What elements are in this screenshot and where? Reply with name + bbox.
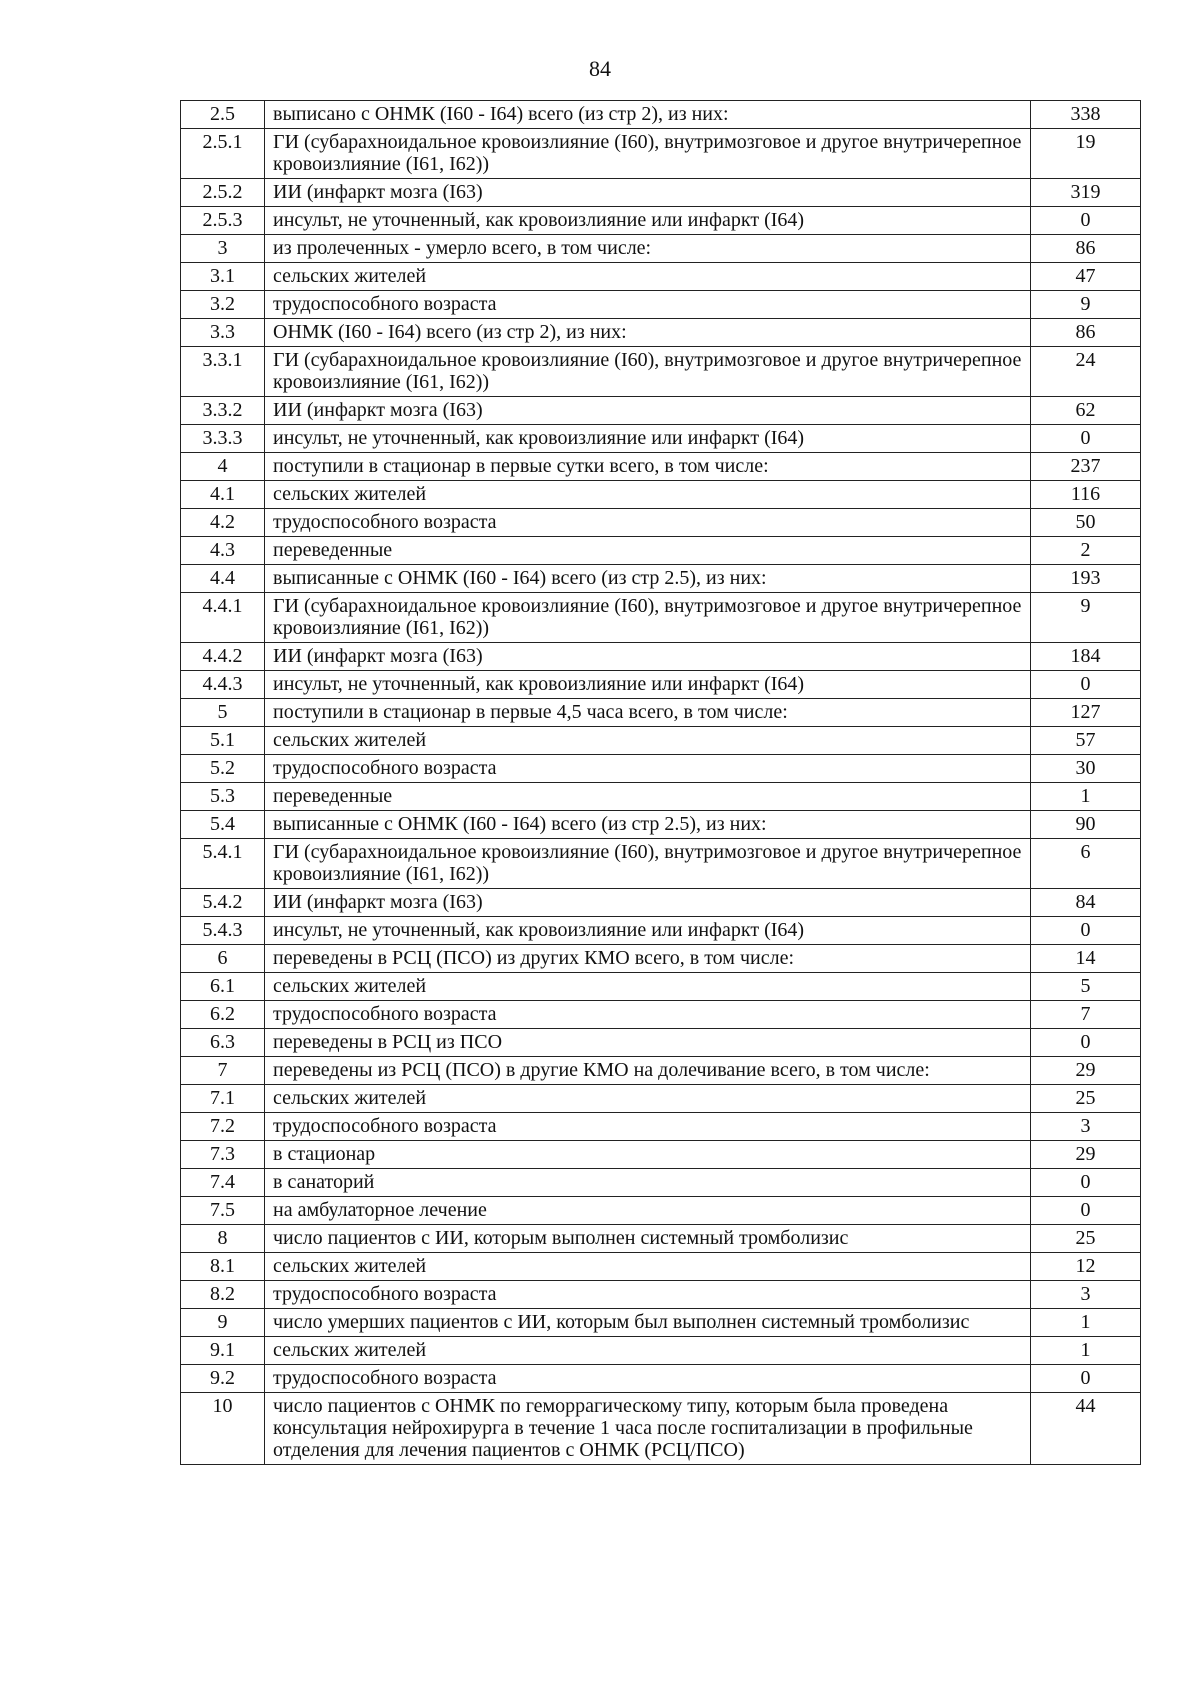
row-description-cell: инсульт, не уточненный, как кровоизлияние или инфаркт (I64): [265, 671, 1031, 699]
row-number-cell: 9: [181, 1309, 265, 1337]
row-value-cell: 84: [1031, 889, 1141, 917]
table-row: [181, 811, 1141, 839]
row-value-cell: 1: [1031, 1309, 1141, 1337]
table-row: [181, 263, 1141, 291]
row-number-cell: 4.4.1: [181, 593, 265, 643]
row-number-cell: 4.4.2: [181, 643, 265, 671]
row-number-cell: 8: [181, 1225, 265, 1253]
row-number-cell: 7: [181, 1057, 265, 1085]
row-value-cell: 19: [1031, 129, 1141, 179]
row-description-cell: сельских жителей: [265, 973, 1031, 1001]
row-value-cell: 3: [1031, 1113, 1141, 1141]
row-number-cell: 7.3: [181, 1141, 265, 1169]
row-description-cell: переведены в РСЦ (ПСО) из других КМО всего, в том числе:: [265, 945, 1031, 973]
row-value-cell: 9: [1031, 593, 1141, 643]
table-row: [181, 235, 1141, 263]
row-description-cell: ОНМК (I60 - I64) всего (из стр 2), из них:: [265, 319, 1031, 347]
row-value-cell: 57: [1031, 727, 1141, 755]
row-number-cell: 4.4: [181, 565, 265, 593]
row-description-cell: трудоспособного возраста: [265, 509, 1031, 537]
row-description-cell: сельских жителей: [265, 263, 1031, 291]
row-value-cell: 5: [1031, 973, 1141, 1001]
row-number-cell: 5.4.1: [181, 839, 265, 889]
row-description-cell: ГИ (субарахноидальное кровоизлияние (I60), внутримозговое и другое внутричерепное кровоизлияние (I61, I62)): [265, 129, 1031, 179]
table-row: [181, 755, 1141, 783]
row-description-cell: поступили в стационар в первые 4,5 часа всего, в том числе:: [265, 699, 1031, 727]
row-number-cell: 3.3.3: [181, 425, 265, 453]
table-row: [181, 1029, 1141, 1057]
table-row: [181, 889, 1141, 917]
row-number-cell: 2.5: [181, 101, 265, 129]
table-row: [181, 1337, 1141, 1365]
table-row: [181, 509, 1141, 537]
row-number-cell: 6.3: [181, 1029, 265, 1057]
row-description-cell: на амбулаторное лечение: [265, 1197, 1031, 1225]
page-number: 84: [589, 56, 611, 81]
row-description-cell: сельских жителей: [265, 727, 1031, 755]
row-description-cell: инсульт, не уточненный, как кровоизлияние или инфаркт (I64): [265, 917, 1031, 945]
row-description-cell: число пациентов с ОНМК по геморрагическому типу, которым была проведена консультация нейрохирурга в течение 1 часа после госпитализации в профильные отделения для лечения пациентов с ОНМК (РСЦ/ПСО): [265, 1393, 1031, 1465]
row-value-cell: 3: [1031, 1281, 1141, 1309]
row-value-cell: 9: [1031, 291, 1141, 319]
row-value-cell: 1: [1031, 1337, 1141, 1365]
row-description-cell: трудоспособного возраста: [265, 1281, 1031, 1309]
table-row: [181, 839, 1141, 889]
row-description-cell: в стационар: [265, 1141, 1031, 1169]
row-number-cell: 3.3.2: [181, 397, 265, 425]
row-value-cell: 184: [1031, 643, 1141, 671]
table-row: [181, 1057, 1141, 1085]
row-description-cell: переведены в РСЦ из ПСО: [265, 1029, 1031, 1057]
row-number-cell: 6: [181, 945, 265, 973]
row-number-cell: 10: [181, 1393, 265, 1465]
row-description-cell: ГИ (субарахноидальное кровоизлияние (I60), внутримозговое и другое внутричерепное кровоизлияние (I61, I62)): [265, 347, 1031, 397]
row-value-cell: 0: [1031, 671, 1141, 699]
row-number-cell: 4.1: [181, 481, 265, 509]
table-row: [181, 1253, 1141, 1281]
row-description-cell: выписано с ОНМК (I60 - I64) всего (из стр 2), из них:: [265, 101, 1031, 129]
row-value-cell: 44: [1031, 1393, 1141, 1465]
row-value-cell: 1: [1031, 783, 1141, 811]
row-description-cell: трудоспособного возраста: [265, 1113, 1031, 1141]
row-value-cell: 0: [1031, 207, 1141, 235]
table-row: [181, 565, 1141, 593]
row-description-cell: ИИ (инфаркт мозга (I63): [265, 889, 1031, 917]
table-row: [181, 1281, 1141, 1309]
row-number-cell: 7.2: [181, 1113, 265, 1141]
table-row: [181, 671, 1141, 699]
row-description-cell: выписанные с ОНМК (I60 - I64) всего (из стр 2.5), из них:: [265, 565, 1031, 593]
table-row: [181, 481, 1141, 509]
row-number-cell: 8.1: [181, 1253, 265, 1281]
row-value-cell: 0: [1031, 917, 1141, 945]
row-description-cell: переведенные: [265, 537, 1031, 565]
row-value-cell: 90: [1031, 811, 1141, 839]
table-row: [181, 291, 1141, 319]
table-body: [181, 101, 1141, 1465]
row-description-cell: поступили в стационар в первые сутки всего, в том числе:: [265, 453, 1031, 481]
row-value-cell: 193: [1031, 565, 1141, 593]
row-value-cell: 30: [1031, 755, 1141, 783]
row-description-cell: переведены из РСЦ (ПСО) в другие КМО на долечивание всего, в том числе:: [265, 1057, 1031, 1085]
statistics-table: [180, 100, 1141, 1465]
row-description-cell: инсульт, не уточненный, как кровоизлияние или инфаркт (I64): [265, 425, 1031, 453]
table-row: [181, 973, 1141, 1001]
table-row: [181, 129, 1141, 179]
table-row: [181, 425, 1141, 453]
row-description-cell: переведенные: [265, 783, 1031, 811]
row-value-cell: 86: [1031, 235, 1141, 263]
table-row: [181, 1197, 1141, 1225]
row-description-cell: в санаторий: [265, 1169, 1031, 1197]
row-number-cell: 5.2: [181, 755, 265, 783]
statistics-table-container: [180, 100, 1140, 1465]
row-value-cell: 127: [1031, 699, 1141, 727]
table-row: [181, 1113, 1141, 1141]
row-description-cell: сельских жителей: [265, 1253, 1031, 1281]
row-description-cell: инсульт, не уточненный, как кровоизлияние или инфаркт (I64): [265, 207, 1031, 235]
row-description-cell: трудоспособного возраста: [265, 1365, 1031, 1393]
row-description-cell: сельских жителей: [265, 1337, 1031, 1365]
row-number-cell: 5.1: [181, 727, 265, 755]
table-row: [181, 699, 1141, 727]
row-number-cell: 3.2: [181, 291, 265, 319]
table-row: [181, 945, 1141, 973]
row-number-cell: 5.4.3: [181, 917, 265, 945]
row-value-cell: 14: [1031, 945, 1141, 973]
table-row: [181, 1169, 1141, 1197]
row-description-cell: трудоспособного возраста: [265, 755, 1031, 783]
table-row: [181, 1141, 1141, 1169]
row-number-cell: 2.5.3: [181, 207, 265, 235]
row-description-cell: ГИ (субарахноидальное кровоизлияние (I60), внутримозговое и другое внутричерепное кровоизлияние (I61, I62)): [265, 593, 1031, 643]
row-number-cell: 9.1: [181, 1337, 265, 1365]
row-description-cell: ИИ (инфаркт мозга (I63): [265, 643, 1031, 671]
table-row: [181, 593, 1141, 643]
row-value-cell: 0: [1031, 1197, 1141, 1225]
row-value-cell: 47: [1031, 263, 1141, 291]
row-value-cell: 0: [1031, 1365, 1141, 1393]
row-number-cell: 5: [181, 699, 265, 727]
row-value-cell: 319: [1031, 179, 1141, 207]
row-number-cell: 8.2: [181, 1281, 265, 1309]
row-number-cell: 3.3: [181, 319, 265, 347]
row-number-cell: 5.4: [181, 811, 265, 839]
table-row: [181, 643, 1141, 671]
row-number-cell: 7.1: [181, 1085, 265, 1113]
row-value-cell: 2: [1031, 537, 1141, 565]
table-row: [181, 1085, 1141, 1113]
table-row: [181, 397, 1141, 425]
row-number-cell: 7.4: [181, 1169, 265, 1197]
row-value-cell: 237: [1031, 453, 1141, 481]
row-value-cell: 6: [1031, 839, 1141, 889]
row-value-cell: 338: [1031, 101, 1141, 129]
row-value-cell: 25: [1031, 1225, 1141, 1253]
table-row: [181, 1393, 1141, 1465]
row-value-cell: 12: [1031, 1253, 1141, 1281]
row-number-cell: 4: [181, 453, 265, 481]
row-value-cell: 24: [1031, 347, 1141, 397]
row-description-cell: трудоспособного возраста: [265, 291, 1031, 319]
row-description-cell: ИИ (инфаркт мозга (I63): [265, 397, 1031, 425]
row-description-cell: трудоспособного возраста: [265, 1001, 1031, 1029]
row-number-cell: 4.4.3: [181, 671, 265, 699]
row-description-cell: ГИ (субарахноидальное кровоизлияние (I60), внутримозговое и другое внутричерепное кровоизлияние (I61, I62)): [265, 839, 1031, 889]
row-description-cell: число пациентов с ИИ, которым выполнен системный тромболизис: [265, 1225, 1031, 1253]
table-row: [181, 1001, 1141, 1029]
row-number-cell: 2.5.2: [181, 179, 265, 207]
row-description-cell: из пролеченных - умерло всего, в том числе:: [265, 235, 1031, 263]
row-number-cell: 6.2: [181, 1001, 265, 1029]
row-number-cell: 3: [181, 235, 265, 263]
table-row: [181, 101, 1141, 129]
row-number-cell: 2.5.1: [181, 129, 265, 179]
row-value-cell: 0: [1031, 425, 1141, 453]
row-value-cell: 29: [1031, 1141, 1141, 1169]
row-number-cell: 3.3.1: [181, 347, 265, 397]
row-value-cell: 116: [1031, 481, 1141, 509]
table-row: [181, 727, 1141, 755]
row-description-cell: выписанные с ОНМК (I60 - I64) всего (из стр 2.5), из них:: [265, 811, 1031, 839]
row-description-cell: сельских жителей: [265, 1085, 1031, 1113]
row-value-cell: 86: [1031, 319, 1141, 347]
row-number-cell: 6.1: [181, 973, 265, 1001]
table-row: [181, 783, 1141, 811]
row-number-cell: 7.5: [181, 1197, 265, 1225]
table-row: [181, 319, 1141, 347]
table-row: [181, 1225, 1141, 1253]
row-description-cell: число умерших пациентов с ИИ, которым был выполнен системный тромболизис: [265, 1309, 1031, 1337]
row-number-cell: 5.3: [181, 783, 265, 811]
table-row: [181, 453, 1141, 481]
table-row: [181, 347, 1141, 397]
table-row: [181, 917, 1141, 945]
row-number-cell: 5.4.2: [181, 889, 265, 917]
row-number-cell: 9.2: [181, 1365, 265, 1393]
row-description-cell: сельских жителей: [265, 481, 1031, 509]
row-value-cell: 0: [1031, 1169, 1141, 1197]
row-number-cell: 3.1: [181, 263, 265, 291]
row-number-cell: 4.2: [181, 509, 265, 537]
row-number-cell: 4.3: [181, 537, 265, 565]
row-value-cell: 0: [1031, 1029, 1141, 1057]
table-row: [181, 1309, 1141, 1337]
table-row: [181, 179, 1141, 207]
table-row: [181, 1365, 1141, 1393]
row-description-cell: ИИ (инфаркт мозга (I63): [265, 179, 1031, 207]
table-row: [181, 537, 1141, 565]
row-value-cell: 50: [1031, 509, 1141, 537]
row-value-cell: 7: [1031, 1001, 1141, 1029]
row-value-cell: 62: [1031, 397, 1141, 425]
row-value-cell: 25: [1031, 1085, 1141, 1113]
table-row: [181, 207, 1141, 235]
row-value-cell: 29: [1031, 1057, 1141, 1085]
